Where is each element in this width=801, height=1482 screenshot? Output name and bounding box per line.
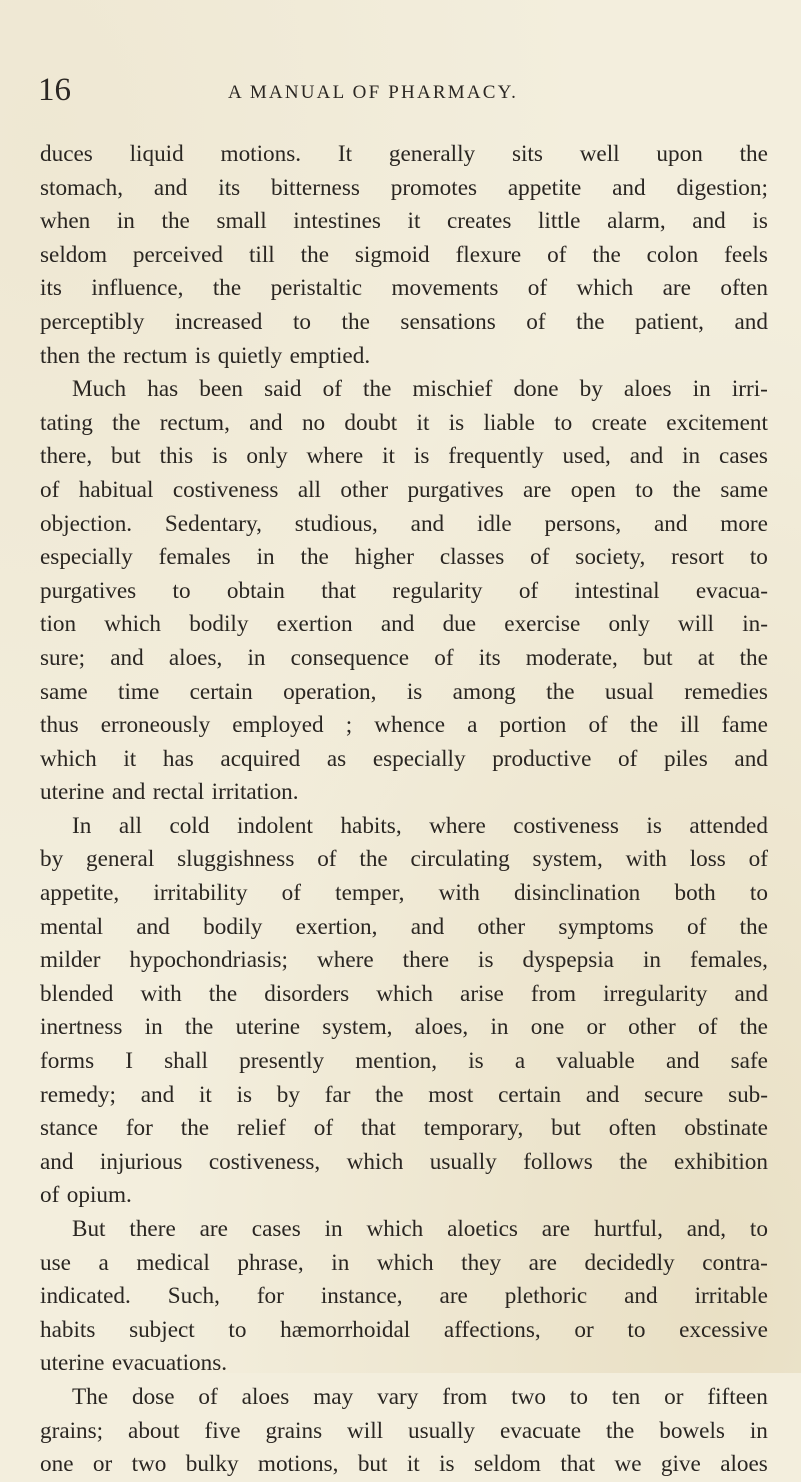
- text-line: of opium.: [40, 1182, 132, 1209]
- page-number: 16: [38, 72, 71, 108]
- text-line: forms I shall presently mention, is a valuable and safe: [40, 1048, 768, 1075]
- text-line: sure; and aloes, in consequence of its moderate, but at the: [40, 644, 768, 671]
- text-line: objection. Sedentary, studious, and idle persons, and more: [40, 510, 768, 537]
- text-line: one or two bulky motions, but it is seldom that we give aloes: [40, 1451, 768, 1478]
- text-line: purgatives to obtain that regularity of intestinal evacua-: [40, 577, 768, 604]
- body-text: [40, 138, 768, 1482]
- text-line: there, but this is only where it is frequently used, and in cases: [40, 443, 768, 470]
- text-line: use a medical phrase, in which they are decidedly contra-: [40, 1249, 768, 1276]
- text-line: stomach, and its bitterness promotes appetite and digestion;: [40, 174, 768, 201]
- running-title: A MANUAL OF PHARMACY.: [228, 82, 519, 103]
- text-line: when in the small intestines it creates little alarm, and is: [40, 208, 768, 235]
- text-line: In all cold indolent habits, where costiveness is attended: [72, 812, 768, 839]
- text-line: tating the rectum, and no doubt it is liable to create excitement: [40, 409, 768, 436]
- text-line: blended with the disorders which arise from irregularity and: [40, 980, 768, 1007]
- text-line: especially females in the higher classes of society, resort to: [40, 544, 768, 571]
- text-line: The dose of aloes may vary from two to ten or fifteen: [72, 1383, 768, 1410]
- text-line: appetite, irritability of temper, with disinclination both to: [40, 880, 768, 907]
- running-head: [0, 70, 801, 110]
- text-line: indicated. Such, for instance, are plethoric and irritable: [40, 1283, 768, 1310]
- text-line: stance for the relief of that temporary, but often obstinate: [40, 1115, 768, 1142]
- text-line: seldom perceived till the sigmoid flexure of the colon feels: [40, 241, 768, 268]
- text-line: perceptibly increased to the sensations of the patient, and: [40, 308, 768, 335]
- text-line: milder hypochondriasis; where there is dyspepsia in females,: [40, 947, 768, 974]
- text-line: thus erroneously employed ; whence a portion of the ill fame: [40, 712, 768, 739]
- text-line: duces liquid motions. It generally sits well upon the: [40, 141, 768, 167]
- text-line: Much has been said of the mischief done by aloes in irri-: [72, 376, 768, 403]
- text-line: and injurious costiveness, which usually follows the exhibition: [40, 1148, 768, 1175]
- text-line: then the rectum is quietly emptied.: [40, 342, 371, 369]
- text-line: tion which bodily exertion and due exercise only will in-: [40, 611, 768, 638]
- text-line: inertness in the uterine system, aloes, in one or other of the: [40, 1014, 768, 1041]
- text-line: uterine and rectal irritation.: [40, 779, 299, 806]
- text-line: But there are cases in which aloetics are hurtful, and, to: [72, 1216, 768, 1242]
- text-line: by general sluggishness of the circulating system, with loss of: [40, 846, 768, 873]
- text-line: uterine evacuations.: [40, 1350, 228, 1377]
- text-line: grains; about five grains will usually evacuate the bowels in: [40, 1417, 768, 1444]
- text-line: habits subject to hæmorrhoidal affections, or to excessive: [40, 1316, 768, 1343]
- text-line: its influence, the peristaltic movements of which are often: [40, 275, 768, 302]
- text-line: same time certain operation, is among the usual remedies: [40, 678, 768, 705]
- text-line: which it has acquired as especially productive of piles and: [40, 745, 768, 772]
- text-line: remedy; and it is by far the most certain and secure sub-: [40, 1081, 768, 1108]
- text-line: of habitual costiveness all other purgatives are open to the same: [40, 476, 768, 503]
- text-line: mental and bodily exertion, and other symptoms of the: [40, 913, 768, 940]
